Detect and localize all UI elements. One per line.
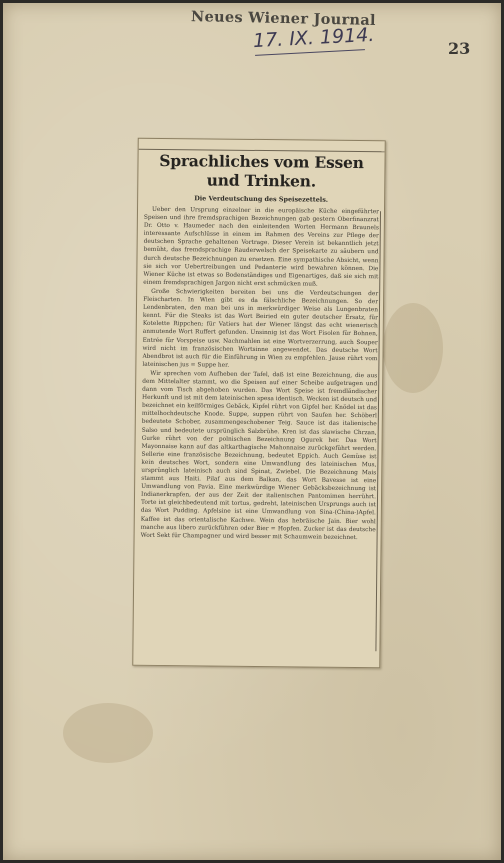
- article-body: [141, 206, 379, 542]
- article-paragraph: Ueber den Ursprung einzelner in die europäische Küche eingeführter Speisen und ihre fremdsprachigen Bezeichnungen gab gestern Oberfinanzrat Dr. Otto v. Haumeder nach den einleitenden Worten Hermann Braunels interessante Aufschlüsse in einem im Rahmen des Vereins zur Pflege der deutschen Sprache gehaltenen Vortrage. Dieser Verein ist bekanntlich jetzt bemüht, das fremdsprachige Rauderwelsch der Speisekarte zu säubern und durch deutsche Bezeichnungen zu ersetzen. Eine sympathische Absicht, wenn sie sich vor Uebertreibungen und Pedanterie wird bewahren können. Die Wiener Küche ist etwas so Bodenständiges und Eigenartiges, daß sie sich mit einem fremdsprachigen Jargon nicht erst schmücken muß.: [143, 206, 380, 288]
- article-subheadline: Die Verdeutschung des Speisezettels.: [194, 194, 329, 204]
- article-paragraph: Wir sprechen vom Aufheben der Tafel, daß ist eine Bezeichnung, die aus dem Mittelalter stammt, wo die Speisen auf einer Scheibe aufgetragen und dann vom Tisch abgehoben wurden. Das Wort Speise ist fremdländischer Herkunft und ist mit dem lateinischen spesa identisch. Wecken ist deutsch und bezeichnet ein keilförmiges Gebäck, Kipfel rührt von Gipfel her. Knödel ist das mittelhochdeutsche Knode. Suppe, suppen rührt von Saufen her. Schöberl bedeutete Schober, zusammengeschobener Teig. Sauce ist das italienische Salso und bedeutete ursprünglich Salzbrühe. Kren ist das slawische Chrzan, Gurke rührt von der polnischen Bezeichnung Ogurek her. Das Wort Mayonnaise kann auf das altkarthagische Mahonnaise zurückgeführt werden. Sellerie eine französische Bezeichnung, bedeutet Eppich. Auch Gemüse ist kein deutsches Wort, sondern eine Umwandlung des lateinischen Mus, ursprünglich lateinisch auch sind Spinat, Zwiebel. Die Bezeichnung Mais stammt aus Haiti. Pilaf aus dem Balkan, das Wort Bavesse ist eine Umwandlung von Pavia. Eine merkwürdige Wiener Gebäcksbezeichnung ist Indianerkrapfen, der aus der Zeit der italienischen Pantomimen herrührt. Torte ist gleichbedeutend mit tortus, gedreht, lateinischen Ursprungs auch ist das Wort Pudding. Apfelsine ist eine Umwandlung von Sina-(China-)Apfel. Kaffee ist das orientalische Kachwe. Wein das hebräische Jain. Bier wohl manche aus libero zurückführen oder Bier = Hopfen. Zucker ist das deutsche Wort Sekt für Champagner und wird besser mit Schaumwein bezeichnet.: [140, 370, 378, 541]
- paper-stain: [383, 303, 443, 393]
- newspaper-clipping: [132, 138, 386, 669]
- paper-stain: [63, 703, 153, 763]
- article-paragraph: Große Schwierigkeiten bereiten bei uns die Verdeutschungen der Fleischarten. In Wien gibt es da fälschliche Bezeichnungen. So der Lendenbraten, den man bei uns in merkwürdiger Weise als Lungenbraten kennt. Für die Steaks ist das Wort Beiried ein guter deutscher Ersatz, für Kotelette Rippchen; für Vatiers hat der Wiener längst das echt wienerisch anmutende Wort Ruffert gefunden. Unsinnig ist das Wort Fisolen für Bohnen, Entrée für Vorspeise usw. Nachmahlen ist eine Wortverzerrung, auch Souper wird nicht im französischen Wortsinne angewendet. Das deutsche Wort Abendbrot ist auch für die Einführung in Wien zu empfehlen. Jause rührt vom lateinischen jus = Suppe her.: [142, 288, 379, 369]
- newspaper-source: Neues Wiener Journal: [190, 8, 377, 29]
- article-headline: Sprachliches vom Essen und Trinken.: [159, 150, 364, 191]
- page-number: 23: [448, 39, 471, 58]
- archive-page: [3, 3, 501, 860]
- handwritten-date: 17. IX. 1914.: [252, 23, 375, 53]
